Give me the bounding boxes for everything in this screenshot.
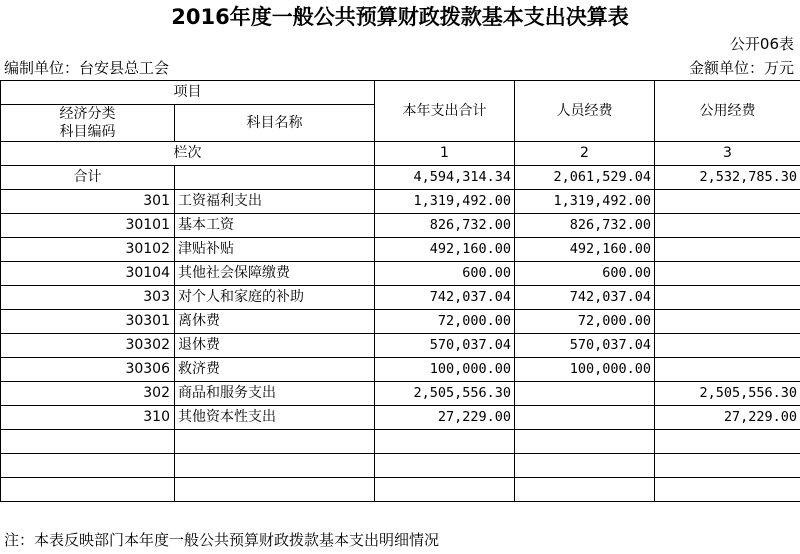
table-row	[1, 190, 800, 214]
table-row	[1, 430, 800, 454]
row-code: 30302	[1, 334, 175, 358]
col-number-2: 2	[515, 142, 655, 166]
row-public	[655, 286, 800, 310]
row-code: 302	[1, 382, 175, 406]
organization-label: 编制单位：台安县总工会	[4, 59, 170, 77]
header-item: 项目	[1, 81, 375, 105]
header-public: 公用经费	[655, 81, 800, 142]
row-code: 30104	[1, 262, 175, 286]
row-public: 27,229.00	[655, 406, 800, 430]
row-personnel	[515, 454, 655, 478]
row-public	[655, 214, 800, 238]
total-public: 2,532,785.30	[655, 166, 800, 190]
row-personnel: 826,732.00	[515, 214, 655, 238]
row-public	[655, 238, 800, 262]
row-name	[175, 478, 375, 502]
page-title: 2016年度一般公共预算财政拨款基本支出决算表	[171, 5, 629, 29]
table-row	[1, 310, 800, 334]
row-code	[1, 454, 175, 478]
table-row	[1, 214, 800, 238]
col-number-3: 3	[655, 142, 800, 166]
row-code: 30301	[1, 310, 175, 334]
row-public	[655, 430, 800, 454]
row-name	[175, 430, 375, 454]
row-public: 2,505,556.30	[655, 382, 800, 406]
form-code: 公开06表	[729, 35, 794, 53]
row-public	[655, 358, 800, 382]
row-name: 救济费	[175, 358, 375, 382]
table-row	[1, 262, 800, 286]
row-public	[655, 334, 800, 358]
row-public	[655, 262, 800, 286]
total-name-empty	[175, 166, 375, 190]
header-subject-name: 科目名称	[175, 105, 375, 142]
row-personnel: 72,000.00	[515, 310, 655, 334]
row-code: 310	[1, 406, 175, 430]
header-subject-code: 科目编码	[59, 124, 116, 140]
row-public	[655, 190, 800, 214]
row-name: 离休费	[175, 310, 375, 334]
row-total	[375, 454, 515, 478]
row-code: 303	[1, 286, 175, 310]
row-total	[375, 430, 515, 454]
table-row	[1, 358, 800, 382]
header-total: 本年支出合计	[375, 81, 515, 142]
row-name: 津贴补贴	[175, 238, 375, 262]
row-public	[655, 478, 800, 502]
total-label: 合计	[1, 166, 175, 190]
row-personnel: 742,037.04	[515, 286, 655, 310]
row-total: 27,229.00	[375, 406, 515, 430]
row-code	[1, 478, 175, 502]
row-personnel: 570,037.04	[515, 334, 655, 358]
row-public	[655, 454, 800, 478]
row-personnel	[515, 430, 655, 454]
row-code: 301	[1, 190, 175, 214]
row-total: 600.00	[375, 262, 515, 286]
row-name: 商品和服务支出	[175, 382, 375, 406]
table-row	[1, 334, 800, 358]
row-total: 826,732.00	[375, 214, 515, 238]
row-code: 30102	[1, 238, 175, 262]
row-name: 基本工资	[175, 214, 375, 238]
table-row	[1, 406, 800, 430]
row-total: 492,160.00	[375, 238, 515, 262]
row-personnel: 1,319,492.00	[515, 190, 655, 214]
row-code: 30306	[1, 358, 175, 382]
row-personnel: 100,000.00	[515, 358, 655, 382]
table-row	[1, 478, 800, 502]
col-number-1: 1	[375, 142, 515, 166]
total-personnel: 2,061,529.04	[515, 166, 655, 190]
row-personnel	[515, 382, 655, 406]
row-total: 2,505,556.30	[375, 382, 515, 406]
row-name: 其他资本性支出	[175, 406, 375, 430]
row-total: 1,319,492.00	[375, 190, 515, 214]
row-code	[1, 430, 175, 454]
row-code: 30101	[1, 214, 175, 238]
table-row	[1, 454, 800, 478]
row-name: 退休费	[175, 334, 375, 358]
row-personnel	[515, 406, 655, 430]
row-total: 72,000.00	[375, 310, 515, 334]
row-personnel	[515, 478, 655, 502]
header-econ-class-cell	[1, 105, 175, 142]
table-row	[1, 286, 800, 310]
total-sum: 4,594,314.34	[375, 166, 515, 190]
expenditure-table	[0, 80, 800, 502]
row-total: 742,037.04	[375, 286, 515, 310]
row-personnel: 492,160.00	[515, 238, 655, 262]
header-econ-class: 经济分类	[59, 106, 116, 122]
row-total: 100,000.00	[375, 358, 515, 382]
row-name	[175, 454, 375, 478]
row-name: 对个人和家庭的补助	[175, 286, 375, 310]
row-name: 其他社会保障缴费	[175, 262, 375, 286]
table-row	[1, 382, 800, 406]
row-name: 工资福利支出	[175, 190, 375, 214]
row-total: 570,037.04	[375, 334, 515, 358]
row-personnel: 600.00	[515, 262, 655, 286]
footnote: 注：本表反映部门本年度一般公共预算财政拨款基本支出明细情况	[4, 531, 440, 549]
table-row	[1, 238, 800, 262]
header-column-order: 栏次	[1, 142, 375, 166]
row-public	[655, 310, 800, 334]
amount-unit-label: 金额单位：万元	[688, 59, 794, 77]
header-personnel: 人员经费	[515, 81, 655, 142]
row-total	[375, 478, 515, 502]
total-row	[1, 166, 800, 190]
